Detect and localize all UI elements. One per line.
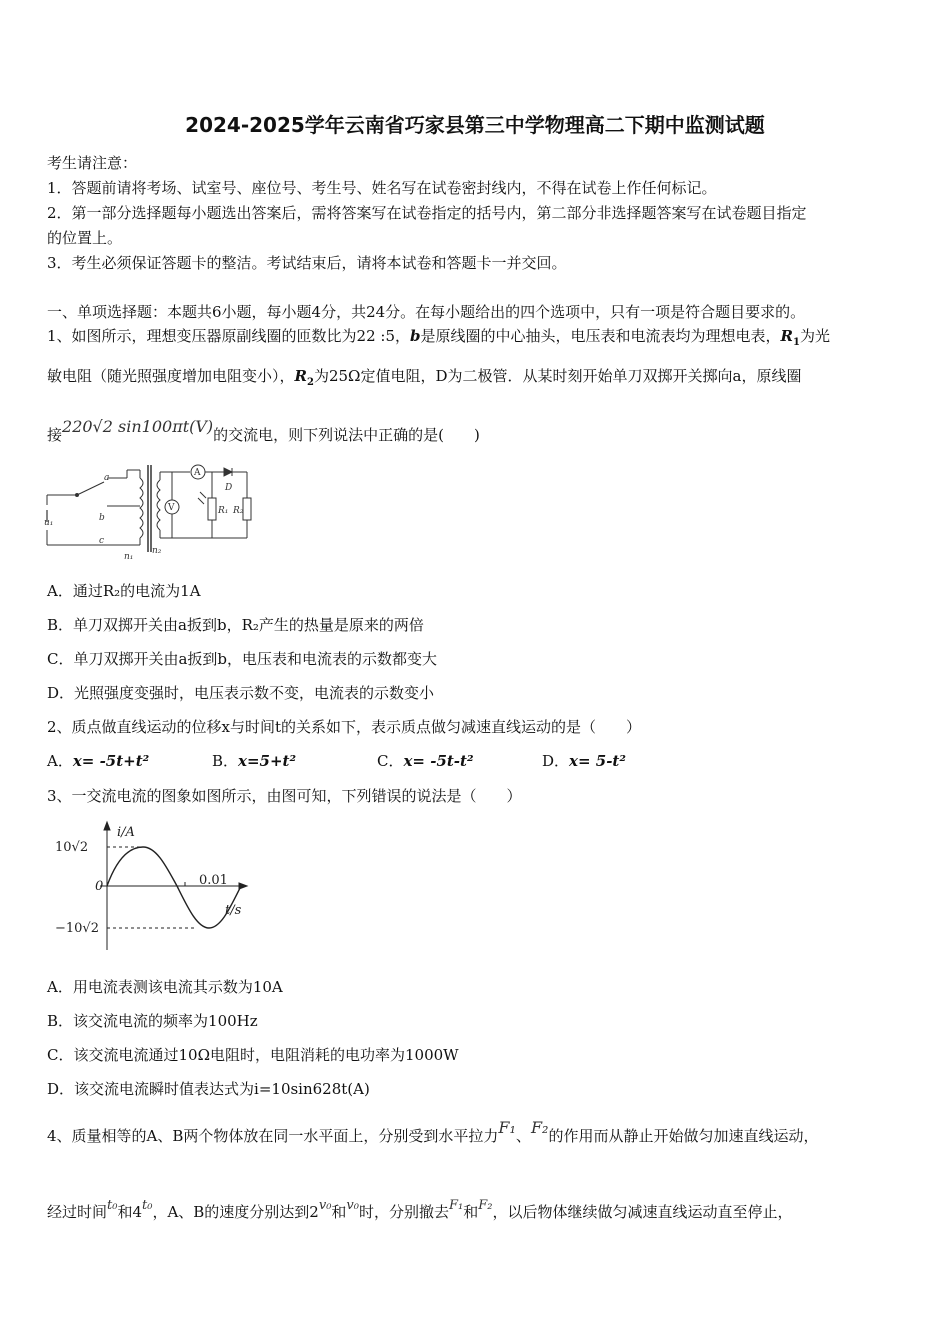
- graph-ylabel: i/A: [117, 825, 135, 840]
- q1-circuit-diagram: [42, 460, 262, 565]
- notice-item-3: 3．考生必须保证答题卡的整洁。考试结束后，请将本试卷和答题卡一并交回。: [47, 254, 567, 272]
- graph-ymin-label: −10√2: [55, 921, 99, 936]
- circuit-label-ammeter: A: [194, 468, 201, 478]
- q3-option-c[interactable]: C．该交流电流通过10Ω电阻时，电阻消耗的电功率为1000W: [47, 1046, 459, 1064]
- circuit-label-r2: R₂: [233, 506, 244, 516]
- q4-line1: 4、质量相等的A、B两个物体放在同一水平面上，分别受到水平拉力F₁、F₂的作用而从静止开始做匀加速直线运动，: [47, 1118, 819, 1145]
- graph-ymax-label: 10√2: [55, 840, 89, 855]
- page-title: 2024-2025学年云南省巧家县第三中学物理高二下期中监测试题: [185, 113, 765, 137]
- graph-xlabel: t/s: [225, 903, 242, 918]
- circuit-label-u1: u₁: [44, 518, 54, 528]
- q3-stem: 3、一交流电流的图象如图所示，由图可知，下列错误的说法是（ ）: [47, 787, 522, 805]
- q1-line3: 接220√2 sin100πt(V)的交流电，则下列说法中正确的是( ): [47, 417, 480, 444]
- q3-option-d[interactable]: D．该交流电流瞬时值表达式为i=10sin628t(A): [47, 1080, 370, 1098]
- graph-origin-label: 0: [95, 879, 104, 894]
- q1-line2: 敏电阻（随光照强度增加电阻变小），$R_2$为25Ω定值电阻，D为二极管．从某时刻开始单刀双掷开关掷向a，原线圈: [47, 367, 802, 388]
- q2-option-a[interactable]: A．x= -5t+t²: [47, 752, 150, 770]
- notice-item-2-cont: 的位置上。: [47, 229, 123, 247]
- notice-heading: 考生请注意：: [47, 154, 138, 172]
- graph-xtick-label: 0.01: [199, 873, 228, 888]
- q1-option-d[interactable]: D．光照强度变强时，电压表示数不变，电流表的示数变小: [47, 684, 435, 702]
- q1-option-c[interactable]: C．单刀双掷开关由a扳到b，电压表和电流表的示数都变大: [47, 650, 438, 668]
- q3-option-b[interactable]: B．该交流电流的频率为100Hz: [47, 1012, 258, 1030]
- circuit-label-c: c: [99, 536, 105, 546]
- q1-formula: 220√2 sin100πt(V): [62, 417, 214, 436]
- circuit-label-voltmeter: V: [168, 503, 175, 513]
- q4-line2: 经过时间t₀和4t₀，A、B的速度分别达到2v₀和v₀时，分别撤去F₁和F₂，以后物体继续做匀减速直线运动直至停止，: [47, 1198, 793, 1221]
- notice-item-1: 1．答题前请将考场、试室号、座位号、考生号、姓名写在试卷密封线内，不得在试卷上作任何标记。: [47, 179, 717, 197]
- notice-item-2: 2．第一部分选择题每小题选出答案后，需将答案写在试卷指定的括号内，第二部分非选择题答案写在试卷题目指定: [47, 204, 807, 222]
- section-heading: 一、单项选择题：本题共6小题，每小题4分，共24分。在每小题给出的四个选项中，只有一项是符合题目要求的。: [47, 303, 806, 321]
- q2-option-d[interactable]: D．x= 5-t²: [542, 752, 626, 770]
- circuit-label-a: a: [104, 473, 110, 483]
- circuit-label-r1: R₁: [218, 506, 229, 516]
- circuit-label-diode: D: [225, 483, 233, 493]
- q1-line1: 1、如图所示，理想变压器原副线圈的匝数比为22 :5，b是原线圈的中心抽头，电压表和电流表均为理想电表，$R_1$为光: [47, 327, 830, 348]
- q1-option-a[interactable]: A．通过R₂的电流为1A: [47, 582, 201, 600]
- circuit-label-n2: n₂: [152, 546, 162, 556]
- circuit-label-n1: n₁: [124, 552, 134, 562]
- q1-option-b[interactable]: B．单刀双掷开关由a扳到b，R₂产生的热量是原来的两倍: [47, 616, 424, 634]
- q3-option-a[interactable]: A．用电流表测该电流其示数为10A: [47, 978, 283, 996]
- q2-stem: 2、质点做直线运动的位移x与时间t的关系如下，表示质点做匀减速直线运动的是（ ）: [47, 718, 642, 736]
- q2-option-b[interactable]: B．x=5+t²: [212, 752, 297, 770]
- circuit-label-b: b: [99, 513, 105, 523]
- q2-option-c[interactable]: C．x= -5t-t²: [377, 752, 474, 770]
- q3-current-graph: [55, 818, 255, 958]
